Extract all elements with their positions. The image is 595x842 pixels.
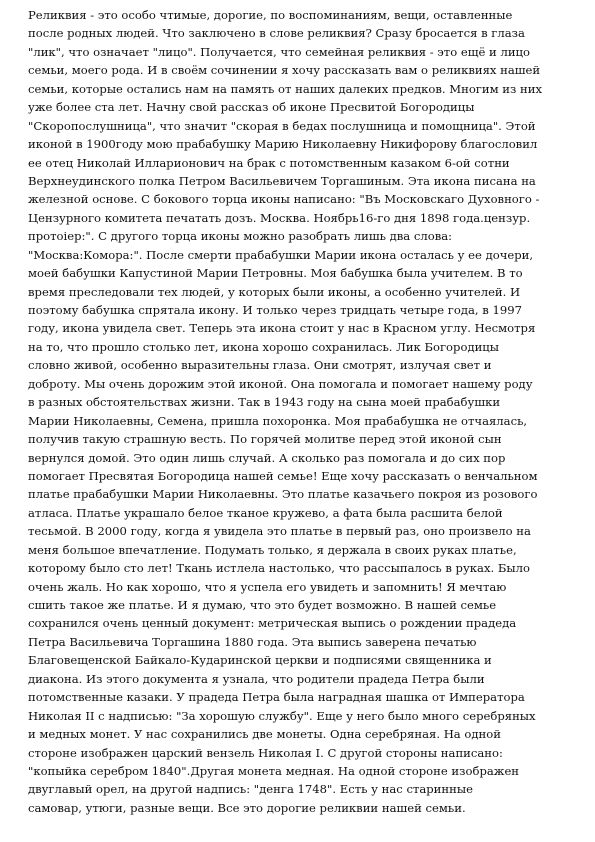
text-line: на то, что прошло столько лет, икона хорошо сохранилась. Лик Богородицы bbox=[28, 339, 499, 354]
text-line: "Скоропослушница", что значит "скорая в бедах послушница и помощница". Этой bbox=[28, 118, 536, 133]
text-line: стороне изображен царский вензель Николая I. С другой стороны написано: bbox=[28, 745, 503, 760]
text-line: Реликвия - это особо чтимые, дорогие, по воспоминаниям, вещи, оставленные bbox=[28, 8, 513, 22]
text-line: меня большое впечатление. Подумать только, я держала в своих руках платье, bbox=[28, 542, 517, 557]
text-line: время преследовали тех людей, у которых были иконы, а особенно учителей. И bbox=[28, 284, 521, 299]
text-line: диакона. Из этого документа я узнала, что родители прадеда Петра были bbox=[28, 671, 485, 686]
text-line: получив такую страшную весть. По горячей молитве перед этой иконой сын bbox=[28, 432, 502, 447]
text-line: Благовещенской Байкало-Кударинской церкви и подписями священника и bbox=[28, 653, 492, 668]
text-line: сшить такое же платье. И я думаю, что это будет возможно. В нашей семье bbox=[28, 598, 497, 612]
text-line: в разных обстоятельствах жизни. Так в 1943 году на сына моей прабабушки bbox=[28, 395, 501, 410]
text-line: моей бабушки Капустиной Марии Петровны. Моя бабушка была учителем. В то bbox=[28, 266, 523, 281]
text-line: очень жаль. Но как хорошо, что я успела его увидеть и запомнить! Я мечтаю bbox=[28, 579, 507, 594]
text-line: Марии Николаевны, Семена, пришла похоронка. Моя прабабушка не отчаялась, bbox=[28, 413, 528, 428]
text-line: уже более ста лет. Начну свой рассказ об иконе Пресвитой Богородицы bbox=[28, 100, 475, 115]
text-line: железной основе. С бокового торца иконы написано: "Въ Московскаго Духовного - bbox=[28, 192, 540, 207]
text-line: протоiер:". С другого торца иконы можно разобрать лишь два слова: bbox=[28, 229, 453, 244]
text-line: словно живой, особенно выразительны глаза. Они смотрят, излучая свет и bbox=[28, 358, 492, 373]
text-line: Верхнеудинского полка Петром Васильевичем Торгашиным. Эта икона писана на bbox=[28, 173, 536, 188]
text-line: платье прабабушки Марии Николаевны. Это платье казачьего покроя из розового bbox=[28, 487, 538, 502]
document-text bbox=[28, 6, 578, 817]
text-line: двуглавый орел, на другой надпись: "денга 1748". Есть у нас старинные bbox=[28, 782, 473, 797]
text-line: Николая II с надписью: "За хорошую службу". Еще у него было много серебряных bbox=[28, 708, 536, 723]
text-line: иконой в 1900году мою прабабушку Марию Николаевну Никифорову благословил bbox=[28, 137, 538, 152]
text-line: "лик", что означает "лицо". Получается, что семейная реликвия - это ещё и лицо bbox=[28, 44, 530, 59]
text-line: году, икона увидела свет. Теперь эта икона стоит у нас в Красном углу. Несмотря bbox=[28, 321, 536, 336]
text-line: "копыйка серебром 1840".Другая монета медная. На одной стороне изображен bbox=[28, 763, 520, 778]
text-line: ее отец Николай Илларионович на брак с потомственным казаком 6-ой сотни bbox=[28, 155, 510, 170]
text-line: помогает Пресвятая Богородица нашей семье! Еще хочу рассказать о венчальном bbox=[28, 468, 538, 483]
text-line: доброту. Мы очень дорожим этой иконой. Она помогала и помогает нашему роду bbox=[28, 376, 533, 391]
text-line: потомственные казаки. У прадеда Петра была наградная шашка от Императора bbox=[28, 690, 525, 705]
text-line: которому было сто лет! Ткань истлела настолько, что рассыпалось в руках. Было bbox=[28, 561, 530, 576]
text-line: семьи, моего рода. И в своём сочинении я хочу рассказать вам о реликвиях нашей bbox=[28, 63, 541, 78]
text-line: поэтому бабушка спрятала икону. И только через тридцать четыре года, в 1997 bbox=[28, 303, 522, 317]
text-line: семьи, которые остались нам на память от наших далеких предков. Многим из них bbox=[28, 81, 543, 96]
text-line: тесьмой. В 2000 году, когда я увидела это платье в первый раз, оно произвело на bbox=[28, 524, 531, 539]
text-line: самовар, утюги, разные вещи. Все это дорогие реликвии нашей семьи. bbox=[28, 800, 466, 815]
text-line: и медных монет. У нас сохранились две монеты. Одна серебряная. На одной bbox=[28, 727, 501, 742]
text-line: сохранился очень ценный документ: метрическая выпись о рождении прадеда bbox=[28, 616, 517, 631]
text-line: "Москва:Комора:". После смерти прабабушки Марии икона осталась у ее дочери, bbox=[28, 247, 534, 262]
text-line: Петра Васильевича Торгашина 1880 года. Эта выпись заверена печатью bbox=[28, 634, 477, 649]
text-line: атласа. Платье украшало белое тканое кружево, а фата была расшита белой bbox=[28, 505, 503, 520]
text-line: Цензурного комитета печатать дозъ. Москва. Ноябрь16-го дня 1898 года.цензур. bbox=[28, 210, 531, 225]
text-line: вернулся домой. Это один лишь случай. А сколько раз помогала и до сих пор bbox=[28, 450, 506, 465]
text-line: после родных людей. Что заключено в слове реликвия? Сразу бросается в глаза bbox=[28, 26, 525, 41]
